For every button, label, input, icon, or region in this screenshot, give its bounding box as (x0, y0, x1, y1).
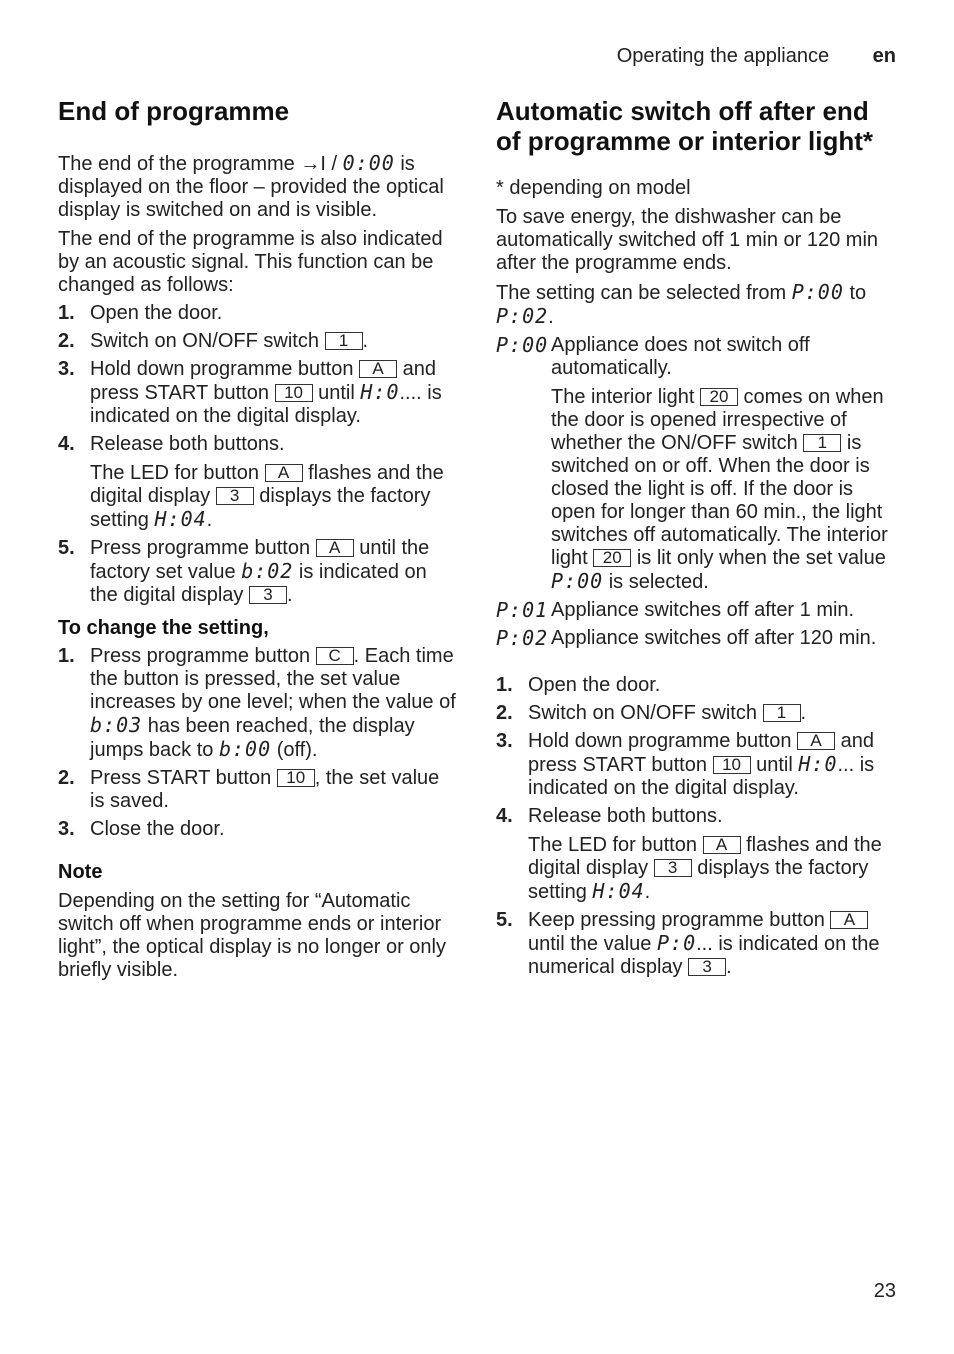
step-text: until (318, 382, 355, 404)
step-text: . Each time the button is pressed, the set value increases by one level; when the value of (90, 645, 456, 713)
text: . (644, 881, 651, 903)
button-key-box: 1 (325, 332, 363, 350)
definition-text: Appliance switches off after 120 min. (551, 627, 877, 649)
step-text: . (800, 702, 807, 724)
step-text: , the set value is saved. (90, 767, 440, 812)
step-text: ... is indicated on the numerical display (528, 933, 880, 978)
text: . (548, 306, 554, 328)
list-item (496, 730, 896, 800)
display-code: P:02 (496, 626, 549, 650)
definition-detail (551, 386, 896, 594)
steps-list (58, 302, 458, 607)
text: displays the factory setting (528, 857, 869, 903)
auto-switch-off-heading: Automatic switch off after end of programme or interior light* (496, 96, 874, 156)
list-item (58, 358, 458, 428)
step-text: until (756, 754, 793, 776)
step-text: Open the door. (528, 674, 661, 696)
step-text: until the value (528, 933, 652, 955)
button-key-box: 10 (275, 384, 313, 402)
light-key-box: 20 (593, 549, 631, 567)
step-text: (off). (276, 739, 318, 761)
list-item (496, 909, 896, 979)
step-number: 5. (496, 909, 513, 931)
text: flashes and the digital display (90, 462, 444, 507)
language-code: en (872, 45, 896, 67)
button-key-box: 1 (763, 704, 801, 722)
text: comes on when the door is opened irrespective of whether the ON/OFF switch (551, 386, 884, 454)
step-text: has been reached, the display jumps back to (90, 715, 415, 761)
step-number: 5. (58, 537, 75, 559)
step-number: 4. (58, 433, 75, 455)
end-of-programme-heading: End of programme (58, 96, 290, 126)
footnote: * depending on model (496, 177, 691, 199)
display-code: P:00 (791, 280, 844, 304)
list-item (496, 805, 896, 904)
page-header (617, 45, 896, 68)
switch-key-box: 1 (803, 434, 841, 452)
step-text: . (362, 330, 369, 352)
text: The LED for button (528, 834, 697, 856)
step-number: 2. (58, 330, 75, 352)
text: displays the factory setting (90, 485, 431, 531)
display-code: P:02 (496, 304, 549, 328)
step-number: 3. (58, 358, 75, 380)
display-key-box: 3 (216, 487, 254, 505)
display-key-box: 3 (249, 586, 287, 604)
step-number: 4. (496, 805, 513, 827)
step-text: is indicated on the digital display (90, 561, 427, 606)
note-text: Depending on the setting for “Automatic switch off when programme ends or interior light”, the optical display is no longer or only briefly visible. (58, 890, 446, 981)
display-code: P:00 (551, 569, 604, 593)
button-key-box: 10 (277, 769, 315, 787)
text: The end of the programme (58, 153, 295, 175)
step-text: Release both buttons. (90, 433, 285, 455)
definition-text: Appliance switches off after 1 min. (551, 599, 855, 621)
step-text: Hold down programme button (528, 730, 792, 752)
button-key-box: A (830, 911, 868, 929)
step-number: 2. (496, 702, 513, 724)
step-text: Release both buttons. (528, 805, 723, 827)
text: / (331, 153, 338, 175)
page-number: 23 (873, 1280, 896, 1302)
display-key-box: 3 (654, 859, 692, 877)
end-arrow-icon: →I (300, 153, 326, 175)
step-number: 1. (496, 674, 513, 696)
text: is selected. (608, 571, 709, 593)
note-heading: Note (58, 861, 103, 883)
button-key-box: A (265, 464, 303, 482)
text: The setting can be selected from (496, 282, 787, 304)
text: flashes and the digital display (528, 834, 882, 879)
text: The interior light (551, 386, 695, 408)
step-text: and press START button (528, 730, 874, 776)
step-text: Close the door. (90, 818, 225, 840)
list-item (58, 433, 458, 532)
step-text: Open the door. (90, 302, 223, 324)
display-code: H:0 (360, 380, 400, 404)
list-item (58, 818, 458, 841)
left-column (58, 96, 458, 982)
step-text: Press START button (90, 767, 272, 789)
display-code: 0:00 (342, 151, 395, 175)
definition-row (496, 334, 896, 594)
list-item (58, 330, 458, 353)
step-text: Switch on ON/OFF switch (90, 330, 319, 352)
step-text: until the factory set value (90, 537, 430, 583)
text: is lit only when the set value (636, 547, 886, 569)
energy-paragraph: To save energy, the dishwasher can be automatically switched off 1 min or 120 min after the programme ends. (496, 206, 879, 274)
step-text: Hold down programme button (90, 358, 354, 380)
text: The LED for button (90, 462, 259, 484)
display-code: b:02 (241, 559, 294, 583)
section-title: Operating the appliance (616, 45, 830, 67)
step-text: .... is indicated on the digital display. (90, 382, 442, 427)
right-column (496, 96, 896, 979)
acoustic-signal-paragraph: The end of the programme is also indicated by an acoustic signal. This function can be changed as follows: (58, 228, 443, 296)
button-key-box: A (316, 539, 354, 557)
button-key-box: A (703, 836, 741, 854)
step-number: 1. (58, 302, 75, 324)
display-code: P:0 (656, 931, 697, 955)
step-text: Press programme button (90, 645, 311, 667)
definition-row (496, 627, 896, 650)
step-number: 1. (58, 645, 75, 667)
definition-row (496, 599, 896, 622)
step-detail (528, 834, 896, 904)
list-item (58, 767, 458, 813)
text: is switched on or off. When the door is closed the light is off. If the door is open for longer than 60 min., the light switches off automatically. The interior light (551, 432, 888, 569)
text: is displayed on the floor – provided the optical display is switched on and is visible. (58, 153, 444, 221)
step-number: 2. (58, 767, 75, 789)
step-text: Press programme button (90, 537, 311, 559)
step-text: . (287, 584, 293, 606)
list-item (58, 302, 458, 325)
button-key-box: 10 (713, 756, 751, 774)
button-key-box: A (359, 360, 397, 378)
change-steps-list (58, 645, 458, 841)
text: to (849, 282, 867, 304)
steps-list (496, 674, 896, 979)
button-key-box: A (797, 732, 835, 750)
display-code: H:04 (154, 507, 207, 531)
display-key-box: 3 (688, 958, 726, 976)
setting-range-paragraph (496, 281, 896, 329)
display-code: H:0 (798, 752, 838, 776)
display-code: b:00 (218, 737, 272, 761)
end-programme-paragraph (58, 152, 458, 222)
list-item (496, 674, 896, 697)
definition-text: Appliance does not switch off automatically. (551, 334, 810, 379)
step-text: . (726, 956, 732, 978)
text: . (206, 509, 213, 531)
list-item (496, 702, 896, 725)
list-item (58, 645, 458, 762)
step-text: Switch on ON/OFF switch (528, 702, 757, 724)
display-code: H:04 (592, 879, 645, 903)
display-code: P:01 (496, 598, 549, 622)
step-text: ... is indicated on the digital display. (528, 754, 875, 799)
change-setting-heading: To change the setting, (58, 617, 269, 639)
button-key-box: C (316, 647, 354, 665)
step-text: Keep pressing programme button (528, 909, 825, 931)
step-text: and press START button (90, 358, 436, 404)
display-code: b:03 (90, 713, 143, 737)
list-item (58, 537, 458, 607)
display-code: P:00 (496, 333, 549, 357)
step-detail (90, 462, 458, 532)
light-key-box: 20 (700, 388, 738, 406)
step-number: 3. (58, 818, 75, 840)
setting-definitions (496, 334, 896, 650)
step-number: 3. (496, 730, 513, 752)
